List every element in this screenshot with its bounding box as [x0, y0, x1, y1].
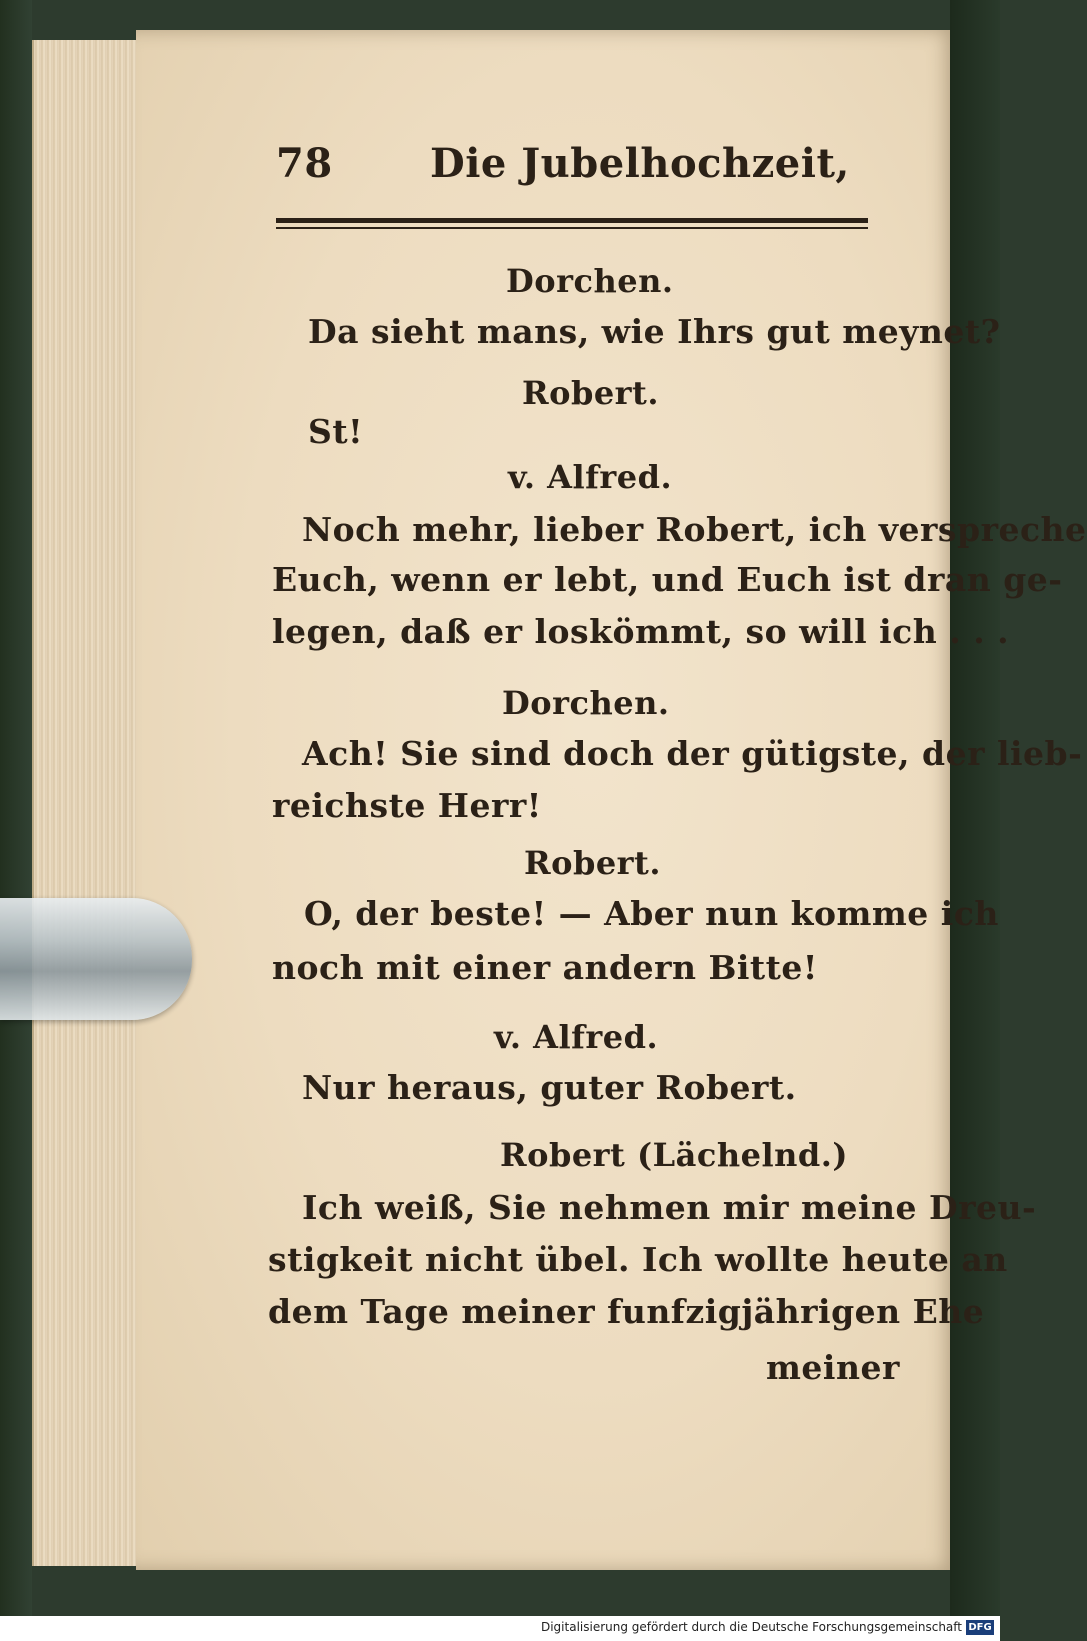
footer-bar — [0, 1616, 1000, 1641]
speaker-robert-stage-direction: Robert (Lächelnd.) — [500, 1136, 849, 1174]
text-line: reichste Herr! — [272, 786, 542, 825]
catchword: meiner — [766, 1348, 900, 1387]
page-stack-edge — [32, 40, 138, 1566]
text-line: legen, daß er loskömmt, so will ich . . . — [272, 612, 1010, 651]
text-line: stigkeit nicht übel. Ich wollte heute an — [268, 1240, 1008, 1279]
background-left — [0, 0, 32, 1641]
text-line: noch mit einer andern Bitte! — [272, 948, 818, 987]
text-line: Nur heraus, guter Robert. — [302, 1068, 797, 1107]
speaker-dorchen: Dorchen. — [502, 684, 670, 722]
running-title: Die Jubelhochzeit, — [430, 140, 850, 187]
speaker-robert: Robert. — [522, 374, 659, 412]
dfg-logo: DFG — [966, 1620, 994, 1635]
text-line: Ach! Sie sind doch der gütigste, der lieb- — [302, 734, 1083, 773]
header-rule-thick — [276, 218, 868, 223]
text-line: Da sieht mans, wie Ihrs gut meynet? — [308, 312, 1001, 351]
book-page — [136, 30, 960, 1570]
speaker-dorchen: Dorchen. — [506, 262, 674, 300]
footer-credit: Digitalisierung gefördert durch die Deutsche Forschungsgemeinschaft — [540, 1620, 962, 1634]
text-line: Noch mehr, lieber Robert, ich verspreche — [302, 510, 1087, 549]
header-rule-thin — [276, 227, 868, 229]
speaker-alfred: v. Alfred. — [494, 1018, 659, 1056]
speaker-alfred: v. Alfred. — [508, 458, 673, 496]
background-right — [950, 0, 1000, 1641]
text-line: O, der beste! — Aber nun komme ich — [304, 894, 999, 933]
page-number: 78 — [276, 140, 333, 187]
text-line: Euch, wenn er lebt, und Euch ist dran ge- — [272, 560, 1063, 599]
plastic-page-holder — [0, 898, 192, 1020]
speaker-robert: Robert. — [524, 844, 661, 882]
text-line: Ich weiß, Sie nehmen mir meine Dreu- — [302, 1188, 1037, 1227]
text-line: dem Tage meiner funfzigjährigen Ehe — [268, 1292, 985, 1331]
text-line: St! — [308, 412, 364, 451]
